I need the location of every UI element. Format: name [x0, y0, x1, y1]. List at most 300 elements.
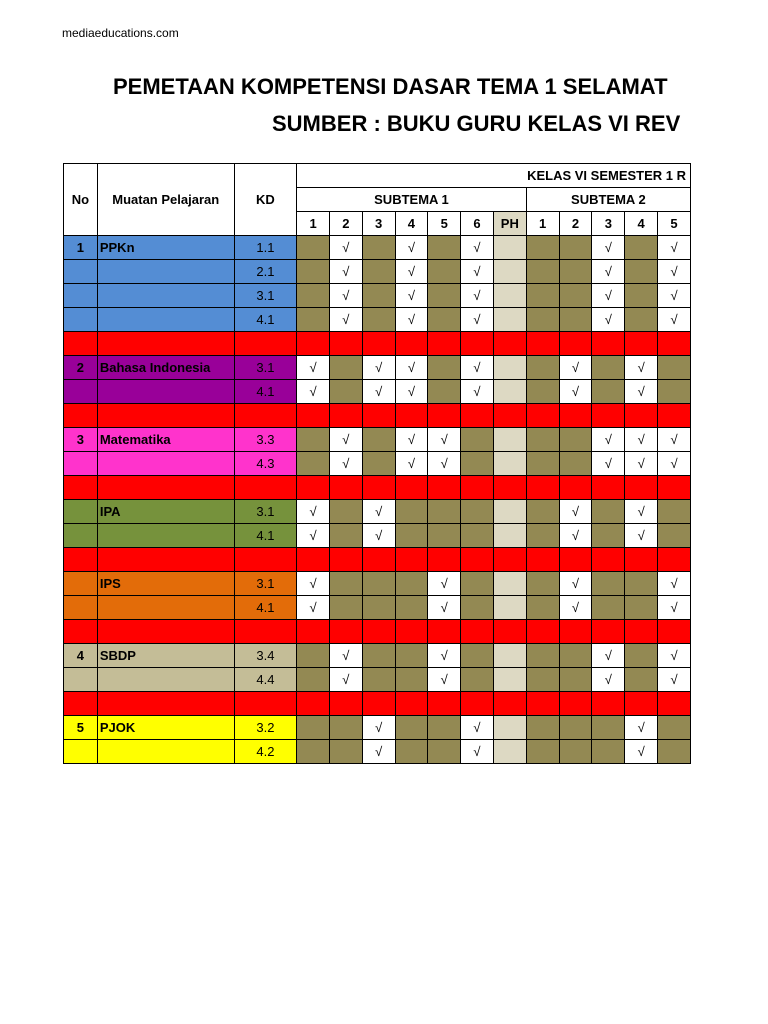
check-mark: √ — [592, 452, 625, 476]
check-mark: √ — [592, 236, 625, 260]
separator-cell — [592, 404, 625, 428]
empty-cell — [559, 644, 592, 668]
empty-cell — [625, 236, 658, 260]
table-row — [64, 500, 691, 524]
kd-code: 4.1 — [234, 380, 297, 404]
empty-cell — [362, 236, 395, 260]
table-row — [64, 356, 691, 380]
separator-cell — [234, 620, 297, 644]
ph-cell — [493, 716, 526, 740]
column-header: 1 — [297, 212, 330, 236]
separator-cell — [234, 332, 297, 356]
column-header: 4 — [625, 212, 658, 236]
separator-cell — [658, 332, 691, 356]
row-number — [64, 380, 98, 404]
row-number: 3 — [64, 428, 98, 452]
check-mark: √ — [297, 572, 330, 596]
header-no: No — [64, 164, 98, 236]
column-header: 2 — [559, 212, 592, 236]
check-mark: √ — [329, 260, 362, 284]
table-row — [64, 524, 691, 548]
table-row — [64, 260, 691, 284]
separator-cell — [625, 620, 658, 644]
separator-cell — [493, 548, 526, 572]
empty-cell — [329, 572, 362, 596]
empty-cell — [395, 500, 428, 524]
separator-cell — [592, 620, 625, 644]
empty-cell — [297, 740, 330, 764]
subject-name — [97, 284, 234, 308]
check-mark: √ — [592, 284, 625, 308]
ph-cell — [493, 740, 526, 764]
separator-cell — [461, 332, 494, 356]
empty-cell — [362, 668, 395, 692]
empty-cell — [592, 716, 625, 740]
row-number — [64, 284, 98, 308]
separator-cell — [526, 548, 559, 572]
check-mark: √ — [625, 380, 658, 404]
kd-code: 4.1 — [234, 308, 297, 332]
check-mark: √ — [658, 644, 691, 668]
empty-cell — [329, 356, 362, 380]
separator-cell — [461, 620, 494, 644]
kd-code: 3.3 — [234, 428, 297, 452]
table-row — [64, 452, 691, 476]
separator-cell — [395, 692, 428, 716]
separator-cell — [625, 476, 658, 500]
ph-cell — [493, 380, 526, 404]
separator-cell — [329, 404, 362, 428]
separator-cell — [64, 332, 98, 356]
empty-cell — [526, 356, 559, 380]
empty-cell — [625, 572, 658, 596]
separator-cell — [559, 332, 592, 356]
empty-cell — [329, 524, 362, 548]
separator-cell — [625, 692, 658, 716]
separator-cell — [362, 692, 395, 716]
separator-cell — [526, 620, 559, 644]
check-mark: √ — [625, 716, 658, 740]
empty-cell — [428, 500, 461, 524]
separator-cell — [234, 548, 297, 572]
empty-cell — [526, 284, 559, 308]
separator-cell — [461, 476, 494, 500]
check-mark: √ — [592, 260, 625, 284]
separator-cell — [526, 404, 559, 428]
ph-cell — [493, 356, 526, 380]
column-header: 1 — [526, 212, 559, 236]
check-mark: √ — [658, 428, 691, 452]
ph-cell — [493, 428, 526, 452]
ph-cell — [493, 452, 526, 476]
empty-cell — [428, 380, 461, 404]
table-row — [64, 596, 691, 620]
kd-code: 4.1 — [234, 524, 297, 548]
check-mark: √ — [329, 284, 362, 308]
check-mark: √ — [559, 356, 592, 380]
check-mark: √ — [658, 308, 691, 332]
check-mark: √ — [362, 356, 395, 380]
column-header: 3 — [592, 212, 625, 236]
table-row — [64, 428, 691, 452]
kd-code: 3.1 — [234, 500, 297, 524]
empty-cell — [526, 740, 559, 764]
separator-cell — [428, 620, 461, 644]
subject-name — [97, 260, 234, 284]
empty-cell — [592, 500, 625, 524]
empty-cell — [625, 284, 658, 308]
ph-cell — [493, 644, 526, 668]
check-mark: √ — [297, 380, 330, 404]
separator-cell — [658, 476, 691, 500]
empty-cell — [428, 524, 461, 548]
empty-cell — [329, 596, 362, 620]
check-mark: √ — [362, 716, 395, 740]
check-mark: √ — [461, 716, 494, 740]
check-mark: √ — [395, 428, 428, 452]
page-title: PEMETAAN KOMPETENSI DASAR TEMA 1 SELAMAT — [113, 74, 668, 99]
row-number — [64, 668, 98, 692]
table-row — [64, 740, 691, 764]
row-number — [64, 500, 98, 524]
row-number — [64, 308, 98, 332]
empty-cell — [461, 572, 494, 596]
empty-cell — [658, 524, 691, 548]
ph-cell — [493, 572, 526, 596]
check-mark: √ — [297, 524, 330, 548]
separator-cell — [362, 404, 395, 428]
kd-code: 1.1 — [234, 236, 297, 260]
empty-cell — [395, 716, 428, 740]
empty-cell — [658, 380, 691, 404]
separator-cell — [658, 404, 691, 428]
separator-cell — [625, 332, 658, 356]
empty-cell — [395, 668, 428, 692]
column-header: 5 — [658, 212, 691, 236]
check-mark: √ — [395, 380, 428, 404]
separator-cell — [297, 620, 330, 644]
separator-cell — [395, 332, 428, 356]
column-header: 4 — [395, 212, 428, 236]
empty-cell — [297, 260, 330, 284]
empty-cell — [592, 740, 625, 764]
separator-cell — [329, 548, 362, 572]
table-row — [64, 308, 691, 332]
subject-name: Matematika — [97, 428, 234, 452]
subject-name: IPS — [97, 572, 234, 596]
empty-cell — [526, 428, 559, 452]
empty-cell — [559, 452, 592, 476]
separator-row — [64, 548, 691, 572]
check-mark: √ — [658, 236, 691, 260]
check-mark: √ — [362, 524, 395, 548]
kd-code: 4.4 — [234, 668, 297, 692]
separator-cell — [64, 404, 98, 428]
kd-code: 4.2 — [234, 740, 297, 764]
separator-cell — [559, 404, 592, 428]
kd-code: 3.1 — [234, 284, 297, 308]
empty-cell — [592, 356, 625, 380]
kd-code: 3.1 — [234, 356, 297, 380]
check-mark: √ — [329, 668, 362, 692]
separator-cell — [428, 476, 461, 500]
empty-cell — [297, 236, 330, 260]
ph-cell — [493, 668, 526, 692]
separator-cell — [559, 620, 592, 644]
separator-cell — [395, 476, 428, 500]
site-url: mediaeducations.com — [62, 26, 179, 40]
separator-cell — [97, 620, 234, 644]
empty-cell — [559, 236, 592, 260]
check-mark: √ — [625, 452, 658, 476]
separator-cell — [559, 692, 592, 716]
check-mark: √ — [395, 284, 428, 308]
empty-cell — [362, 260, 395, 284]
separator-cell — [395, 404, 428, 428]
check-mark: √ — [428, 572, 461, 596]
table-row — [64, 572, 691, 596]
separator-cell — [362, 548, 395, 572]
ph-cell — [493, 500, 526, 524]
ph-cell — [493, 260, 526, 284]
empty-cell — [329, 500, 362, 524]
separator-cell — [493, 404, 526, 428]
empty-cell — [526, 500, 559, 524]
check-mark: √ — [428, 428, 461, 452]
check-mark: √ — [461, 740, 494, 764]
check-mark: √ — [428, 596, 461, 620]
check-mark: √ — [362, 500, 395, 524]
check-mark: √ — [658, 572, 691, 596]
separator-cell — [329, 692, 362, 716]
ph-cell — [493, 284, 526, 308]
separator-cell — [559, 548, 592, 572]
check-mark: √ — [625, 356, 658, 380]
column-header: 5 — [428, 212, 461, 236]
check-mark: √ — [461, 236, 494, 260]
separator-cell — [592, 476, 625, 500]
check-mark: √ — [329, 236, 362, 260]
separator-cell — [97, 476, 234, 500]
empty-cell — [428, 716, 461, 740]
check-mark: √ — [362, 740, 395, 764]
subject-name: IPA — [97, 500, 234, 524]
empty-cell — [297, 308, 330, 332]
empty-cell — [297, 452, 330, 476]
check-mark: √ — [395, 260, 428, 284]
separator-cell — [526, 332, 559, 356]
separator-cell — [493, 332, 526, 356]
empty-cell — [395, 524, 428, 548]
empty-cell — [395, 572, 428, 596]
kd-code: 4.3 — [234, 452, 297, 476]
ph-cell — [493, 596, 526, 620]
empty-cell — [658, 356, 691, 380]
empty-cell — [428, 356, 461, 380]
check-mark: √ — [395, 452, 428, 476]
empty-cell — [526, 572, 559, 596]
check-mark: √ — [297, 596, 330, 620]
empty-cell — [559, 284, 592, 308]
check-mark: √ — [658, 284, 691, 308]
separator-cell — [526, 476, 559, 500]
separator-row — [64, 404, 691, 428]
empty-cell — [625, 260, 658, 284]
subject-name — [97, 524, 234, 548]
separator-cell — [592, 332, 625, 356]
table-row — [64, 236, 691, 260]
empty-cell — [428, 236, 461, 260]
empty-cell — [526, 644, 559, 668]
separator-cell — [297, 332, 330, 356]
empty-cell — [461, 644, 494, 668]
check-mark: √ — [625, 500, 658, 524]
ph-cell — [493, 524, 526, 548]
empty-cell — [526, 716, 559, 740]
subject-name: PPKn — [97, 236, 234, 260]
check-mark: √ — [395, 356, 428, 380]
separator-row — [64, 332, 691, 356]
page-subtitle: SUMBER : BUKU GURU KELAS VI REV — [272, 111, 681, 136]
row-number — [64, 572, 98, 596]
empty-cell — [658, 716, 691, 740]
row-number: 4 — [64, 644, 98, 668]
empty-cell — [395, 740, 428, 764]
separator-cell — [658, 620, 691, 644]
ph-cell — [493, 236, 526, 260]
separator-cell — [97, 548, 234, 572]
check-mark: √ — [329, 644, 362, 668]
separator-cell — [329, 476, 362, 500]
separator-cell — [64, 476, 98, 500]
empty-cell — [526, 308, 559, 332]
check-mark: √ — [559, 380, 592, 404]
empty-cell — [592, 596, 625, 620]
empty-cell — [362, 572, 395, 596]
empty-cell — [559, 260, 592, 284]
check-mark: √ — [625, 428, 658, 452]
empty-cell — [592, 380, 625, 404]
check-mark: √ — [461, 260, 494, 284]
empty-cell — [559, 668, 592, 692]
column-header: 6 — [461, 212, 494, 236]
empty-cell — [362, 644, 395, 668]
separator-cell — [461, 692, 494, 716]
separator-cell — [625, 404, 658, 428]
empty-cell — [428, 740, 461, 764]
separator-cell — [658, 692, 691, 716]
kd-code: 3.4 — [234, 644, 297, 668]
subject-name — [97, 668, 234, 692]
check-mark: √ — [362, 380, 395, 404]
separator-cell — [64, 620, 98, 644]
check-mark: √ — [329, 428, 362, 452]
empty-cell — [362, 596, 395, 620]
check-mark: √ — [658, 452, 691, 476]
empty-cell — [395, 644, 428, 668]
separator-cell — [97, 332, 234, 356]
separator-cell — [64, 548, 98, 572]
separator-cell — [493, 620, 526, 644]
row-number — [64, 452, 98, 476]
empty-cell — [329, 380, 362, 404]
empty-cell — [559, 308, 592, 332]
check-mark: √ — [559, 524, 592, 548]
check-mark: √ — [658, 260, 691, 284]
separator-cell — [362, 620, 395, 644]
empty-cell — [559, 428, 592, 452]
check-mark: √ — [461, 308, 494, 332]
check-mark: √ — [592, 644, 625, 668]
empty-cell — [526, 380, 559, 404]
kd-code: 2.1 — [234, 260, 297, 284]
check-mark: √ — [592, 668, 625, 692]
empty-cell — [362, 428, 395, 452]
empty-cell — [362, 452, 395, 476]
empty-cell — [592, 524, 625, 548]
check-mark: √ — [461, 356, 494, 380]
separator-cell — [297, 476, 330, 500]
table-row — [64, 716, 691, 740]
empty-cell — [625, 668, 658, 692]
empty-cell — [329, 740, 362, 764]
empty-cell — [297, 284, 330, 308]
subject-name — [97, 452, 234, 476]
kd-code: 3.1 — [234, 572, 297, 596]
empty-cell — [625, 644, 658, 668]
separator-cell — [97, 404, 234, 428]
separator-cell — [234, 404, 297, 428]
empty-cell — [428, 284, 461, 308]
separator-cell — [625, 548, 658, 572]
empty-cell — [559, 716, 592, 740]
empty-cell — [592, 572, 625, 596]
separator-cell — [559, 476, 592, 500]
check-mark: √ — [559, 500, 592, 524]
row-number — [64, 524, 98, 548]
separator-cell — [428, 548, 461, 572]
row-number: 2 — [64, 356, 98, 380]
check-mark: √ — [329, 452, 362, 476]
separator-cell — [234, 692, 297, 716]
empty-cell — [461, 596, 494, 620]
separator-cell — [234, 476, 297, 500]
separator-cell — [329, 620, 362, 644]
subject-name — [97, 380, 234, 404]
check-mark: √ — [559, 572, 592, 596]
table-row — [64, 284, 691, 308]
separator-cell — [658, 548, 691, 572]
empty-cell — [428, 260, 461, 284]
empty-cell — [526, 236, 559, 260]
empty-cell — [526, 596, 559, 620]
separator-cell — [428, 404, 461, 428]
check-mark: √ — [592, 428, 625, 452]
empty-cell — [362, 284, 395, 308]
separator-cell — [526, 692, 559, 716]
separator-cell — [493, 692, 526, 716]
subject-name — [97, 740, 234, 764]
check-mark: √ — [559, 596, 592, 620]
check-mark: √ — [297, 500, 330, 524]
check-mark: √ — [428, 644, 461, 668]
subject-name — [97, 596, 234, 620]
empty-cell — [329, 716, 362, 740]
row-number — [64, 740, 98, 764]
separator-cell — [428, 692, 461, 716]
subject-name — [97, 308, 234, 332]
empty-cell — [297, 644, 330, 668]
